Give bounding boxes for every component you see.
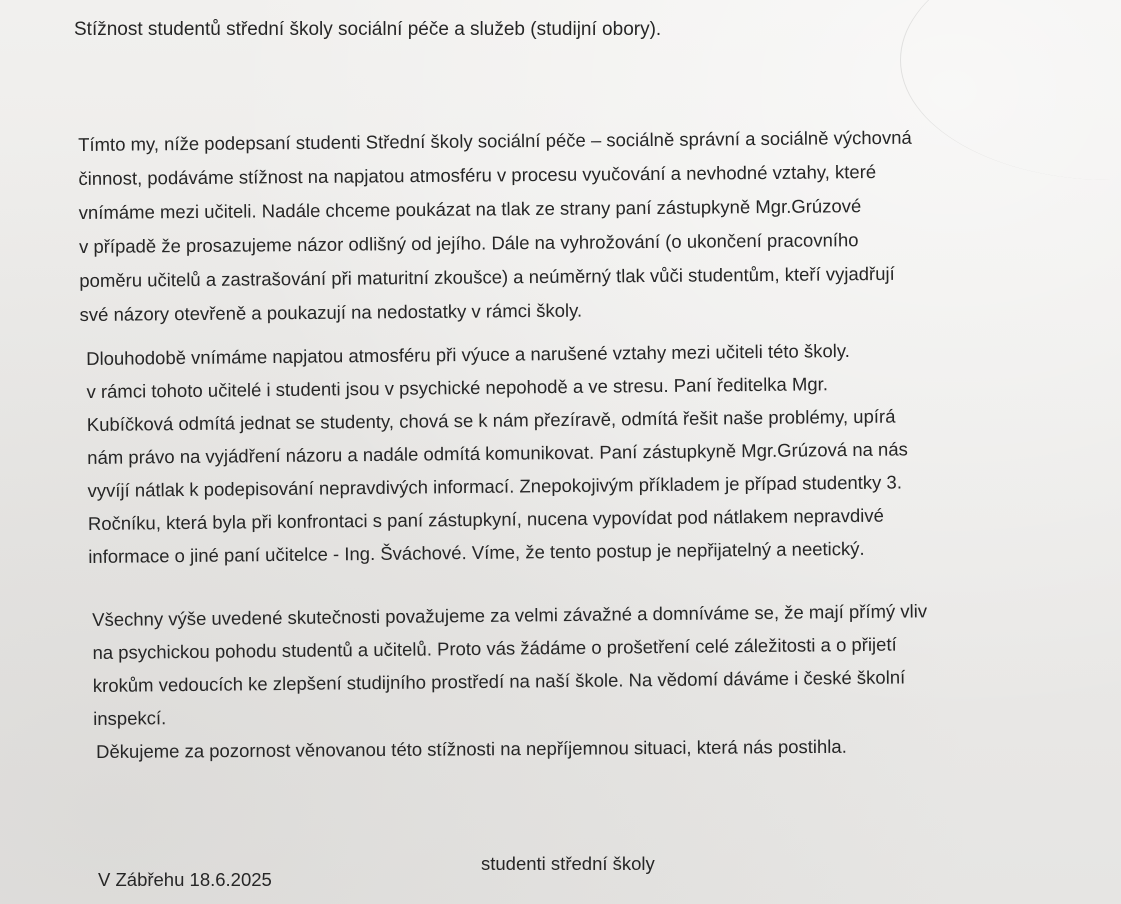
text-line: své názory otevřeně a poukazují na nedostatky v rámci školy. [79, 299, 583, 325]
text-line: činnost, podáváme stížnost na napjatou atmosféru v procesu vyučování a nevhodné vztahy, které [78, 161, 877, 189]
text-line: inspekcí. [93, 707, 167, 729]
text-line: vyvíjí nátlak k podepisování nepravdivých informací. Znepokojivým příkladem je případ studentky 3. [87, 471, 903, 501]
text-line: Dlouhodobě vnímáme napjatou atmosféru při výuce a narušené vztahy mezi učiteli této školy. [86, 340, 850, 369]
text-line: Ročníku, která byla při konfrontaci s paní zástupkyní, nucena vypovídat pod nátlakem nepravdivé [87, 504, 884, 534]
text-line: v rámci tohoto učitelé i studenti jsou v psychické nepohodě a ve stresu. Paní ředitelka Mgr. [86, 373, 829, 402]
text-line: Všechny výše uvedené skutečnosti považujeme za velmi závažné a domníváme se, že mají přímý vliv [92, 600, 928, 630]
paper-fold-shadow [900, 0, 1121, 180]
paragraph-request [92, 594, 928, 735]
text-line: poměru učitelů a zastrašování při maturitní zkoušce) a neúměrný tlak vůči studentům, kteří vyjadřují [79, 262, 895, 291]
place-and-date: V Zábřehu 18.6.2025 [98, 869, 272, 890]
text-line: na psychickou pohodu studentů a učitelů. Proto vás žádáme o prošetření celé záležitosti a o přijetí [92, 633, 897, 663]
text-line: krokům vedoucích ke zlepšení studijního prostředí na naší škole. Na vědomí dáváme i české školní [92, 666, 906, 696]
text-line: Tímto my, níže podepsaní studenti Střední školy sociální péče – sociálně správní a sociálně výchovná [78, 126, 912, 155]
paragraph-complaint-intro [78, 121, 913, 332]
text-line: Děkujeme za pozornost věnovanou této stížnosti na nepříjemnou situaci, která nás postihla. [96, 735, 847, 762]
paragraph-thanks [96, 730, 847, 768]
text-line: informace o jiné paní učitelce - Ing. Šváchové. Víme, že tento postup je nepřijatelný a neetický. [88, 537, 865, 567]
paragraph-atmosphere [86, 333, 909, 573]
text-line: v případě že prosazujeme názor odlišný od jejího. Dále na vyhrožování (o ukončení pracovního [78, 229, 859, 257]
document-title: Stížnost studentů střední školy sociální péče a služeb (studijní obory). [74, 19, 662, 40]
signature-line: studenti střední školy [481, 853, 655, 874]
text-line: vnímáme mezi učiteli. Nadále chceme poukázat na tlak ze strany paní zástupkyně Mgr.Grúzové [78, 195, 862, 223]
text-line: nám právo na vyjádření názoru a nadále odmítá komunikovat. Paní zástupkyně Mgr.Grúzová na nás [87, 438, 908, 468]
text-line: Kubíčková odmítá jednat se studenty, chová se k nám přezíravě, odmítá řešit naše problémy, upírá [86, 405, 896, 435]
